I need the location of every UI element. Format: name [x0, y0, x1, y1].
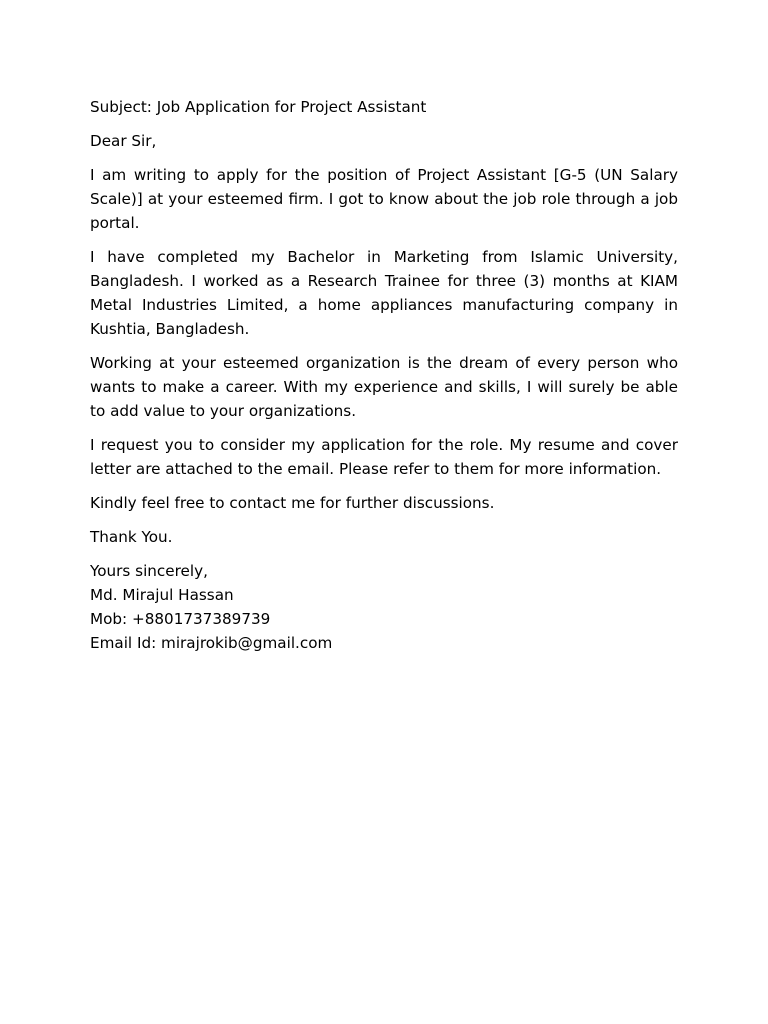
letter-subject: Subject: Job Application for Project Assistant [90, 98, 427, 116]
letter-paragraph-intro: I am writing to apply for the position of Project Assistant [G-5 (UN Salary Scale)] at your esteemed firm. I got to know about the job role through a job portal. [90, 166, 678, 232]
letter-thanks: Thank You. [90, 528, 173, 546]
letter-paragraph-education: I have completed my Bachelor in Marketing from Islamic University, Bangladesh. I worked as a Research Trainee for three (3) months at KIAM Metal Industries Limited, a home appliances manufacturing company in Kushtia, Bangladesh. [90, 248, 678, 338]
signature-closing: Yours sincerely, [90, 562, 208, 580]
signature-mobile: Mob: +8801737389739 [90, 610, 271, 628]
signature-block [90, 559, 678, 655]
signature-name: Md. Mirajul Hassan [90, 586, 234, 604]
signature-email: Email Id: mirajrokib@gmail.com [90, 634, 333, 652]
letter-greeting: Dear Sir, [90, 132, 157, 150]
letter-paragraph-request: I request you to consider my application for the role. My resume and cover letter are attached to the email. Please refer to them for more information. [90, 436, 678, 478]
letter-paragraph-motivation: Working at your esteemed organization is the dream of every person who wants to make a career. With my experience and skills, I will surely be able to add value to your organizations. [90, 354, 678, 420]
letter-paragraph-contact: Kindly feel free to contact me for further discussions. [90, 494, 495, 512]
